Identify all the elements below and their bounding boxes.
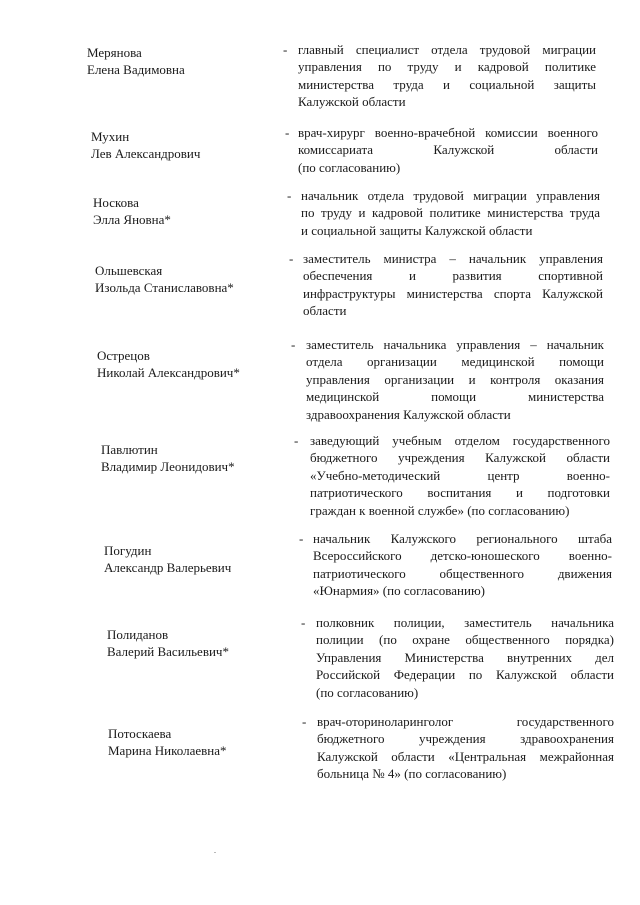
member-given-names: Лев Александрович: [91, 146, 201, 161]
member-given-names: Александр Валерьевич: [104, 560, 232, 575]
dash-separator: -: [283, 42, 288, 57]
position-line: Всероссийского детско-юношеского военно-: [313, 548, 612, 564]
position-line: врач-хирург военно-врачебной комиссии военного: [298, 125, 598, 140]
position-line: «Учебно-методический центр военно-: [310, 467, 610, 483]
member-position: [303, 250, 603, 320]
dash-separator: -: [291, 337, 296, 352]
position-line: (по согласованию): [298, 159, 401, 175]
member-name: [87, 44, 185, 78]
position-line: и социальной защиты Калужской области: [301, 222, 533, 238]
position-line: граждан к военной службе» (по согласованию): [310, 502, 570, 518]
member-name: [108, 725, 227, 759]
dash-separator: -: [301, 615, 306, 630]
member-surname: Павлютин: [101, 442, 158, 457]
member-position: [298, 124, 598, 176]
position-line: бюджетного учреждения Калужской области: [310, 450, 610, 466]
member-name: [104, 542, 231, 576]
member-given-names: Изольда Станиславовна*: [95, 280, 234, 295]
member-surname: Полиданов: [107, 627, 169, 642]
member-position: [310, 432, 610, 519]
member-surname: Носкова: [93, 195, 139, 210]
dash-separator: -: [285, 125, 290, 140]
dash-separator: -: [289, 251, 294, 266]
position-line: заместитель министра – начальник управления: [303, 251, 603, 266]
position-line: Российской Федерации по Калужской области: [316, 667, 614, 683]
position-line: больница № 4» (по согласованию): [317, 766, 507, 782]
member-given-names: Владимир Леонидович*: [101, 459, 235, 474]
member-name: [91, 128, 200, 162]
member-surname: Потоскаева: [108, 726, 172, 741]
member-given-names: Елена Вадимовна: [87, 62, 185, 77]
dash-separator: -: [294, 433, 299, 448]
member-given-names: Валерий Васильевич*: [107, 644, 229, 659]
position-line: «Юнармия» (по согласованию): [313, 583, 486, 599]
member-surname: Ольшевская: [95, 263, 163, 278]
member-name: [107, 626, 229, 660]
member-given-names: Николай Александрович*: [97, 365, 240, 380]
position-line: по труду и кадровой политике министерства труда: [301, 205, 600, 221]
position-line: управления организации и контроля оказания: [306, 371, 604, 387]
position-line: главный специалист отдела трудовой миграции: [298, 42, 596, 57]
scan-speck: [214, 852, 216, 853]
position-line: комиссариата Калужской области: [298, 142, 598, 158]
dash-separator: -: [299, 531, 304, 546]
position-line: инфраструктуры министерства спорта Калужской: [303, 285, 603, 301]
member-surname: Мерянова: [87, 45, 142, 60]
position-line: Калужской области «Центральная межрайонная: [317, 748, 614, 764]
member-given-names: Элла Яновна*: [93, 212, 171, 227]
member-name: [93, 194, 171, 228]
position-line: патриотического воспитания и подготовки: [310, 485, 610, 501]
position-line: Калужской области: [298, 94, 406, 110]
position-line: бюджетного учреждения здравоохранения: [317, 731, 614, 747]
member-given-names: Марина Николаевна*: [108, 743, 227, 758]
position-line: медицинской помощи министерства: [306, 389, 604, 405]
position-line: патриотического общественного движения: [313, 565, 612, 581]
member-surname: Погудин: [104, 543, 152, 558]
position-line: начальник отдела трудовой миграции управления: [301, 188, 600, 203]
member-name: [97, 347, 240, 381]
position-line: области: [303, 303, 347, 319]
position-line: полковник полиции, заместитель начальника: [316, 615, 614, 630]
position-line: заведующий учебным отделом государственного: [310, 433, 610, 448]
position-line: управления по труду и кадровой политике: [298, 59, 596, 75]
position-line: начальник Калужского регионального штаба: [313, 531, 612, 546]
position-line: обеспечения и развития спортивной: [303, 268, 603, 284]
position-line: заместитель начальника управления – начальник: [306, 337, 604, 352]
position-line: отдела организации медицинской помощи: [306, 354, 604, 370]
dash-separator: -: [287, 188, 292, 203]
member-position: [298, 41, 596, 111]
member-name: [95, 262, 234, 296]
member-position: [316, 614, 614, 701]
position-line: (по согласованию): [316, 684, 419, 700]
member-name: [101, 441, 235, 475]
member-position: [306, 336, 604, 423]
member-position: [313, 530, 612, 600]
position-line: министерства труда и социальной защиты: [298, 76, 596, 92]
member-position: [317, 713, 614, 783]
position-line: Управления Министерства внутренних дел: [316, 649, 614, 665]
member-surname: Мухин: [91, 129, 130, 144]
position-line: врач-оториноларинголог государственного: [317, 714, 614, 729]
member-surname: Острецов: [97, 348, 150, 363]
member-position: [301, 187, 600, 239]
position-line: полиции (по охране общественного порядка): [316, 632, 614, 648]
position-line: здравоохранения Калужской области: [306, 406, 511, 422]
dash-separator: -: [302, 714, 307, 729]
